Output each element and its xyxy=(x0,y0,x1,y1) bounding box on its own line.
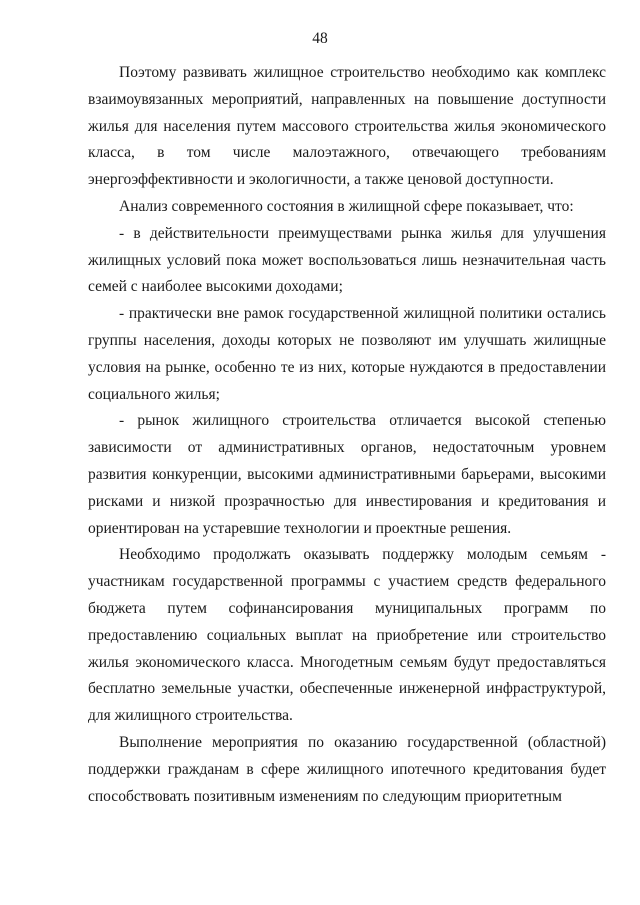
paragraph-housing-development: Поэтому развивать жилищное строительство необходимо как комплекс взаимоувязанных мероприятий, направленных на повышение доступности жилья для населения путем массового строительства жилья экономического класса, в том числе малоэтажного, отвечающего требованиям энергоэффективности и экологичности, а также ценовой доступности. xyxy=(88,64,606,189)
page-body xyxy=(88,60,606,810)
paragraph-market-dependence: - рынок жилищного строительства отличается высокой степенью зависимости от административных органов, недостаточным уровнем развития конкуренции, высокими административными барьерами, высокими рисками и низкой прозрачностью для инвестирования и кредитования и ориентирован на устаревшие технологии и проектные решения. xyxy=(88,412,606,537)
paragraph-mortgage-support: Выполнение мероприятия по оказанию государственной (областной) поддержки гражданам в сфере жилищного ипотечного кредитования будет способствовать позитивным изменениям по следующим приоритетным xyxy=(88,733,606,805)
paragraph-market-advantages: - в действительности преимуществами рынка жилья для улучшения жилищных условий пока может воспользоваться лишь незначительная часть семей с наиболее высокими доходами; xyxy=(88,224,606,296)
paragraph-analysis-intro: Анализ современного состояния в жилищной сфере показывает, что: xyxy=(119,197,574,215)
page-number: 48 xyxy=(312,30,328,47)
paragraph-excluded-groups: - практически вне рамок государственной жилищной политики остались группы населения, доходы которых не позволяют им улучшать жилищные условия на рынке, особенно те из них, которые нуждаются в предоставлении социального жилья; xyxy=(88,305,606,403)
paragraph-young-families-support: Необходимо продолжать оказывать поддержку молодым семьям - участникам государственной программы с участием средств федерального бюджета путем софинансирования муниципальных программ по предоставлению социальных выплат на приобретение или строительство жилья экономического класса. Многодетным семьям будут предоставляться бесплатно земельные участки, обеспеченные инженерной инфраструктурой, для жилищного строительства. xyxy=(88,546,606,725)
